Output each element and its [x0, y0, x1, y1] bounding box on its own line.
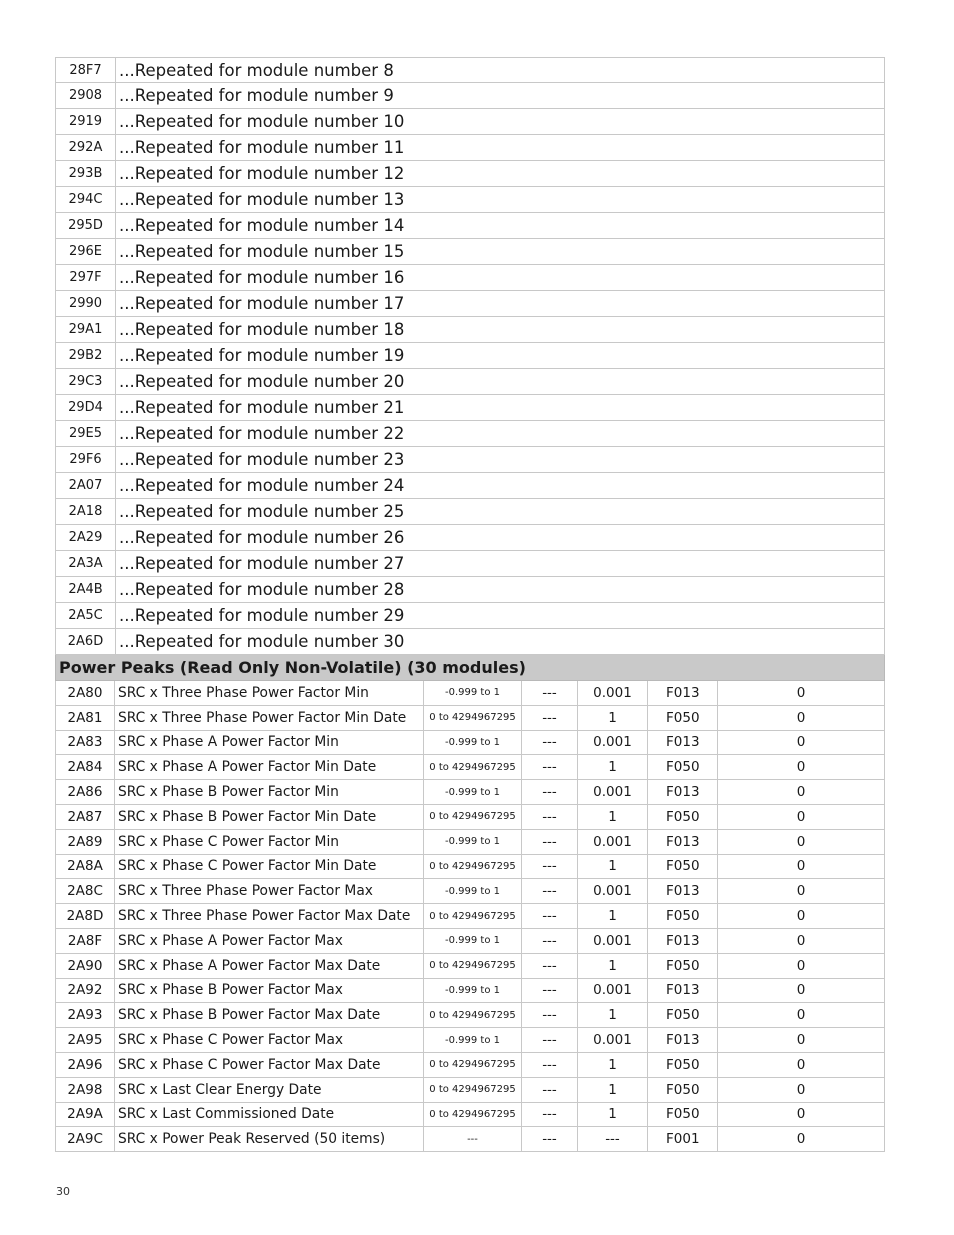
- value-range: 0 to 4294967295: [424, 1103, 522, 1127]
- units: ---: [522, 731, 578, 755]
- units: ---: [522, 879, 578, 903]
- parameter-name: SRC x Power Peak Reserved (50 items): [115, 1127, 424, 1151]
- default-value: 0: [796, 684, 806, 701]
- units: ---: [522, 1053, 578, 1077]
- step-value: 0.001: [578, 830, 648, 854]
- table-row: [55, 979, 885, 1004]
- table-row: [55, 161, 885, 187]
- value-range: 0 to 4294967295: [424, 1053, 522, 1077]
- format-code: F013: [648, 1028, 718, 1052]
- register-description: ...Repeated for module number 16: [119, 268, 405, 287]
- register-address: 29E5: [56, 421, 116, 446]
- register-description: ...Repeated for module number 28: [119, 580, 405, 599]
- format-code: F050: [648, 1078, 718, 1102]
- table-row: [55, 577, 885, 603]
- table-row: [55, 499, 885, 525]
- step-value: 1: [578, 1003, 648, 1027]
- register-address: 2A92: [56, 979, 115, 1003]
- table-row: [55, 57, 885, 83]
- units: ---: [522, 1127, 578, 1151]
- register-address: 2A84: [56, 755, 115, 779]
- format-code: F013: [648, 830, 718, 854]
- register-address: 295D: [56, 213, 116, 238]
- table-row: [55, 603, 885, 629]
- register-description: ...Repeated for module number 23: [119, 450, 405, 469]
- register-address: 293B: [56, 161, 116, 186]
- step-value: 0.001: [578, 681, 648, 705]
- units: ---: [522, 830, 578, 854]
- register-description: ...Repeated for module number 25: [119, 502, 405, 521]
- table-row: [55, 317, 885, 343]
- value-range: 0 to 4294967295: [424, 1078, 522, 1102]
- table-row: [55, 447, 885, 473]
- parameter-name: SRC x Phase C Power Factor Min Date: [115, 855, 424, 879]
- default-value: 0: [796, 1032, 806, 1049]
- format-code: F050: [648, 1103, 718, 1127]
- format-code: F050: [648, 755, 718, 779]
- register-address: 2990: [56, 291, 116, 316]
- step-value: 0.001: [578, 929, 648, 953]
- value-range: ---: [424, 1127, 522, 1151]
- table-row: [55, 525, 885, 551]
- register-address: 29F6: [56, 447, 116, 472]
- register-address: 2A07: [56, 473, 116, 498]
- table-row: [55, 954, 885, 979]
- parameter-name: SRC x Phase B Power Factor Min: [115, 780, 424, 804]
- units: ---: [522, 929, 578, 953]
- default-value: 0: [796, 883, 806, 900]
- table-row: [55, 83, 885, 109]
- register-address: 2A90: [56, 954, 115, 978]
- parameter-name: SRC x Phase B Power Factor Max: [115, 979, 424, 1003]
- units: ---: [522, 979, 578, 1003]
- register-address: 2A29: [56, 525, 116, 550]
- register-address: 297F: [56, 265, 116, 290]
- register-address: 2A98: [56, 1078, 115, 1102]
- parameter-name: SRC x Phase C Power Factor Min: [115, 830, 424, 854]
- default-value: 0: [796, 1131, 806, 1148]
- default-value: 0: [796, 1007, 806, 1024]
- parameter-name: SRC x Phase A Power Factor Max Date: [115, 954, 424, 978]
- table-row: [55, 187, 885, 213]
- register-description: ...Repeated for module number 15: [119, 242, 405, 261]
- step-value: 1: [578, 855, 648, 879]
- table-row: [55, 1103, 885, 1128]
- format-code: F013: [648, 780, 718, 804]
- default-value: 0: [796, 932, 806, 949]
- register-address: 294C: [56, 187, 116, 212]
- default-value: 0: [796, 982, 806, 999]
- register-address: 2A5C: [56, 603, 116, 628]
- step-value: 1: [578, 706, 648, 730]
- format-code: F013: [648, 879, 718, 903]
- units: ---: [522, 1028, 578, 1052]
- step-value: 1: [578, 1103, 648, 1127]
- register-description: ...Repeated for module number 13: [119, 190, 405, 209]
- step-value: 0.001: [578, 879, 648, 903]
- default-value: 0: [796, 1081, 806, 1098]
- parameter-name: SRC x Phase A Power Factor Max: [115, 929, 424, 953]
- step-value: 0.001: [578, 731, 648, 755]
- register-description: ...Repeated for module number 10: [119, 112, 405, 131]
- parameter-name: SRC x Three Phase Power Factor Min: [115, 681, 424, 705]
- register-address: 2A89: [56, 830, 115, 854]
- parameter-name: SRC x Phase C Power Factor Max: [115, 1028, 424, 1052]
- step-value: 1: [578, 1053, 648, 1077]
- register-description: ...Repeated for module number 19: [119, 346, 405, 365]
- format-code: F001: [648, 1127, 718, 1151]
- register-address: 2A93: [56, 1003, 115, 1027]
- register-address: 29B2: [56, 343, 116, 368]
- units: ---: [522, 954, 578, 978]
- step-value: 1: [578, 904, 648, 928]
- default-value: 0: [796, 908, 806, 925]
- value-range: -0.999 to 1: [424, 879, 522, 903]
- parameter-name: SRC x Three Phase Power Factor Max: [115, 879, 424, 903]
- default-value: 0: [796, 709, 806, 726]
- register-description: ...Repeated for module number 9: [119, 86, 394, 105]
- format-code: F050: [648, 805, 718, 829]
- value-range: -0.999 to 1: [424, 979, 522, 1003]
- default-value: 0: [796, 808, 806, 825]
- default-value: 0: [796, 784, 806, 801]
- table-row: [55, 551, 885, 577]
- format-code: F050: [648, 954, 718, 978]
- table-row: [55, 239, 885, 265]
- table-row: [55, 1003, 885, 1028]
- register-address: 2A86: [56, 780, 115, 804]
- units: ---: [522, 1078, 578, 1102]
- register-address: 296E: [56, 239, 116, 264]
- units: ---: [522, 1003, 578, 1027]
- register-description: ...Repeated for module number 18: [119, 320, 405, 339]
- step-value: 1: [578, 755, 648, 779]
- register-address: 2A8A: [56, 855, 115, 879]
- parameter-name: SRC x Three Phase Power Factor Min Date: [115, 706, 424, 730]
- table-row: [55, 343, 885, 369]
- units: ---: [522, 706, 578, 730]
- format-code: F050: [648, 1053, 718, 1077]
- format-code: F013: [648, 979, 718, 1003]
- table-row: [55, 855, 885, 880]
- register-map-table: [55, 57, 885, 1152]
- register-address: 2919: [56, 109, 116, 134]
- table-row: [55, 755, 885, 780]
- format-code: F013: [648, 731, 718, 755]
- register-address: 2A96: [56, 1053, 115, 1077]
- parameter-name: SRC x Phase A Power Factor Min: [115, 731, 424, 755]
- register-address: 28F7: [56, 58, 116, 82]
- value-range: 0 to 4294967295: [424, 855, 522, 879]
- value-range: 0 to 4294967295: [424, 706, 522, 730]
- table-row: [55, 706, 885, 731]
- value-range: 0 to 4294967295: [424, 1003, 522, 1027]
- value-range: -0.999 to 1: [424, 731, 522, 755]
- parameter-name: SRC x Phase A Power Factor Min Date: [115, 755, 424, 779]
- default-value: 0: [796, 734, 806, 751]
- parameter-name: SRC x Phase B Power Factor Min Date: [115, 805, 424, 829]
- table-row: [55, 780, 885, 805]
- units: ---: [522, 855, 578, 879]
- register-address: 2A95: [56, 1028, 115, 1052]
- step-value: 1: [578, 954, 648, 978]
- section-header: Power Peaks (Read Only Non-Volatile) (30 modules): [55, 655, 885, 681]
- step-value: ---: [578, 1127, 648, 1151]
- parameter-name: SRC x Three Phase Power Factor Max Date: [115, 904, 424, 928]
- step-value: 0.001: [578, 780, 648, 804]
- register-description: ...Repeated for module number 26: [119, 528, 405, 547]
- units: ---: [522, 1103, 578, 1127]
- value-range: -0.999 to 1: [424, 1028, 522, 1052]
- value-range: -0.999 to 1: [424, 929, 522, 953]
- parameter-name: SRC x Last Clear Energy Date: [115, 1078, 424, 1102]
- format-code: F013: [648, 929, 718, 953]
- register-address: 2A9C: [56, 1127, 115, 1151]
- register-description: ...Repeated for module number 29: [119, 606, 405, 625]
- units: ---: [522, 681, 578, 705]
- power-peaks-rows: [55, 681, 885, 1152]
- page-number: 30: [56, 1185, 70, 1198]
- register-address: 2A9A: [56, 1103, 115, 1127]
- value-range: 0 to 4294967295: [424, 755, 522, 779]
- format-code: F050: [648, 904, 718, 928]
- table-row: [55, 681, 885, 706]
- step-value: 0.001: [578, 979, 648, 1003]
- format-code: F050: [648, 1003, 718, 1027]
- table-row: [55, 291, 885, 317]
- format-code: F050: [648, 855, 718, 879]
- parameter-name: SRC x Phase B Power Factor Max Date: [115, 1003, 424, 1027]
- table-row: [55, 213, 885, 239]
- step-value: 1: [578, 1078, 648, 1102]
- register-address: 2A8C: [56, 879, 115, 903]
- register-description: ...Repeated for module number 8: [119, 60, 394, 80]
- default-value: 0: [796, 1056, 806, 1073]
- table-row: [55, 1078, 885, 1103]
- table-row: [55, 1127, 885, 1152]
- register-address: 2A87: [56, 805, 115, 829]
- table-row: [55, 879, 885, 904]
- register-address: 2A8F: [56, 929, 115, 953]
- table-row: [55, 135, 885, 161]
- register-address: 2908: [56, 83, 116, 108]
- default-value: 0: [796, 833, 806, 850]
- table-row: [55, 109, 885, 135]
- table-row: [55, 929, 885, 954]
- register-description: ...Repeated for module number 24: [119, 476, 405, 495]
- table-row: [55, 421, 885, 447]
- format-code: F013: [648, 681, 718, 705]
- table-row: [55, 369, 885, 395]
- register-address: 2A6D: [56, 629, 116, 654]
- units: ---: [522, 805, 578, 829]
- register-address: 2A18: [56, 499, 116, 524]
- register-description: ...Repeated for module number 27: [119, 554, 405, 573]
- register-description: ...Repeated for module number 20: [119, 372, 405, 391]
- register-address: 29D4: [56, 395, 116, 420]
- table-row: [55, 265, 885, 291]
- units: ---: [522, 780, 578, 804]
- register-description: ...Repeated for module number 30: [119, 632, 405, 651]
- parameter-name: SRC x Phase C Power Factor Max Date: [115, 1053, 424, 1077]
- value-range: 0 to 4294967295: [424, 805, 522, 829]
- register-address: 29C3: [56, 369, 116, 394]
- default-value: 0: [796, 759, 806, 776]
- value-range: -0.999 to 1: [424, 830, 522, 854]
- table-row: [55, 805, 885, 830]
- register-address: 2A4B: [56, 577, 116, 602]
- register-address: 2A83: [56, 731, 115, 755]
- default-value: 0: [796, 957, 806, 974]
- table-row: [55, 629, 885, 655]
- repeated-module-rows: [55, 57, 885, 655]
- table-row: [55, 473, 885, 499]
- register-description: ...Repeated for module number 14: [119, 216, 405, 235]
- step-value: 1: [578, 805, 648, 829]
- table-row: [55, 731, 885, 756]
- table-row: [55, 395, 885, 421]
- table-row: [55, 1028, 885, 1053]
- units: ---: [522, 904, 578, 928]
- register-description: ...Repeated for module number 11: [119, 138, 405, 157]
- register-address: 2A8D: [56, 904, 115, 928]
- value-range: -0.999 to 1: [424, 780, 522, 804]
- parameter-name: SRC x Last Commissioned Date: [115, 1103, 424, 1127]
- table-row: [55, 1053, 885, 1078]
- register-address: 29A1: [56, 317, 116, 342]
- register-address: 2A3A: [56, 551, 116, 576]
- register-address: 2A81: [56, 706, 115, 730]
- step-value: 0.001: [578, 1028, 648, 1052]
- register-description: ...Repeated for module number 22: [119, 424, 405, 443]
- default-value: 0: [796, 858, 806, 875]
- register-description: ...Repeated for module number 21: [119, 398, 405, 417]
- table-row: [55, 904, 885, 929]
- register-address: 292A: [56, 135, 116, 160]
- register-description: ...Repeated for module number 12: [119, 164, 405, 183]
- value-range: -0.999 to 1: [424, 681, 522, 705]
- units: ---: [522, 755, 578, 779]
- default-value: 0: [796, 1106, 806, 1123]
- value-range: 0 to 4294967295: [424, 904, 522, 928]
- value-range: 0 to 4294967295: [424, 954, 522, 978]
- table-row: [55, 830, 885, 855]
- register-description: ...Repeated for module number 17: [119, 294, 405, 313]
- register-address: 2A80: [56, 681, 115, 705]
- format-code: F050: [648, 706, 718, 730]
